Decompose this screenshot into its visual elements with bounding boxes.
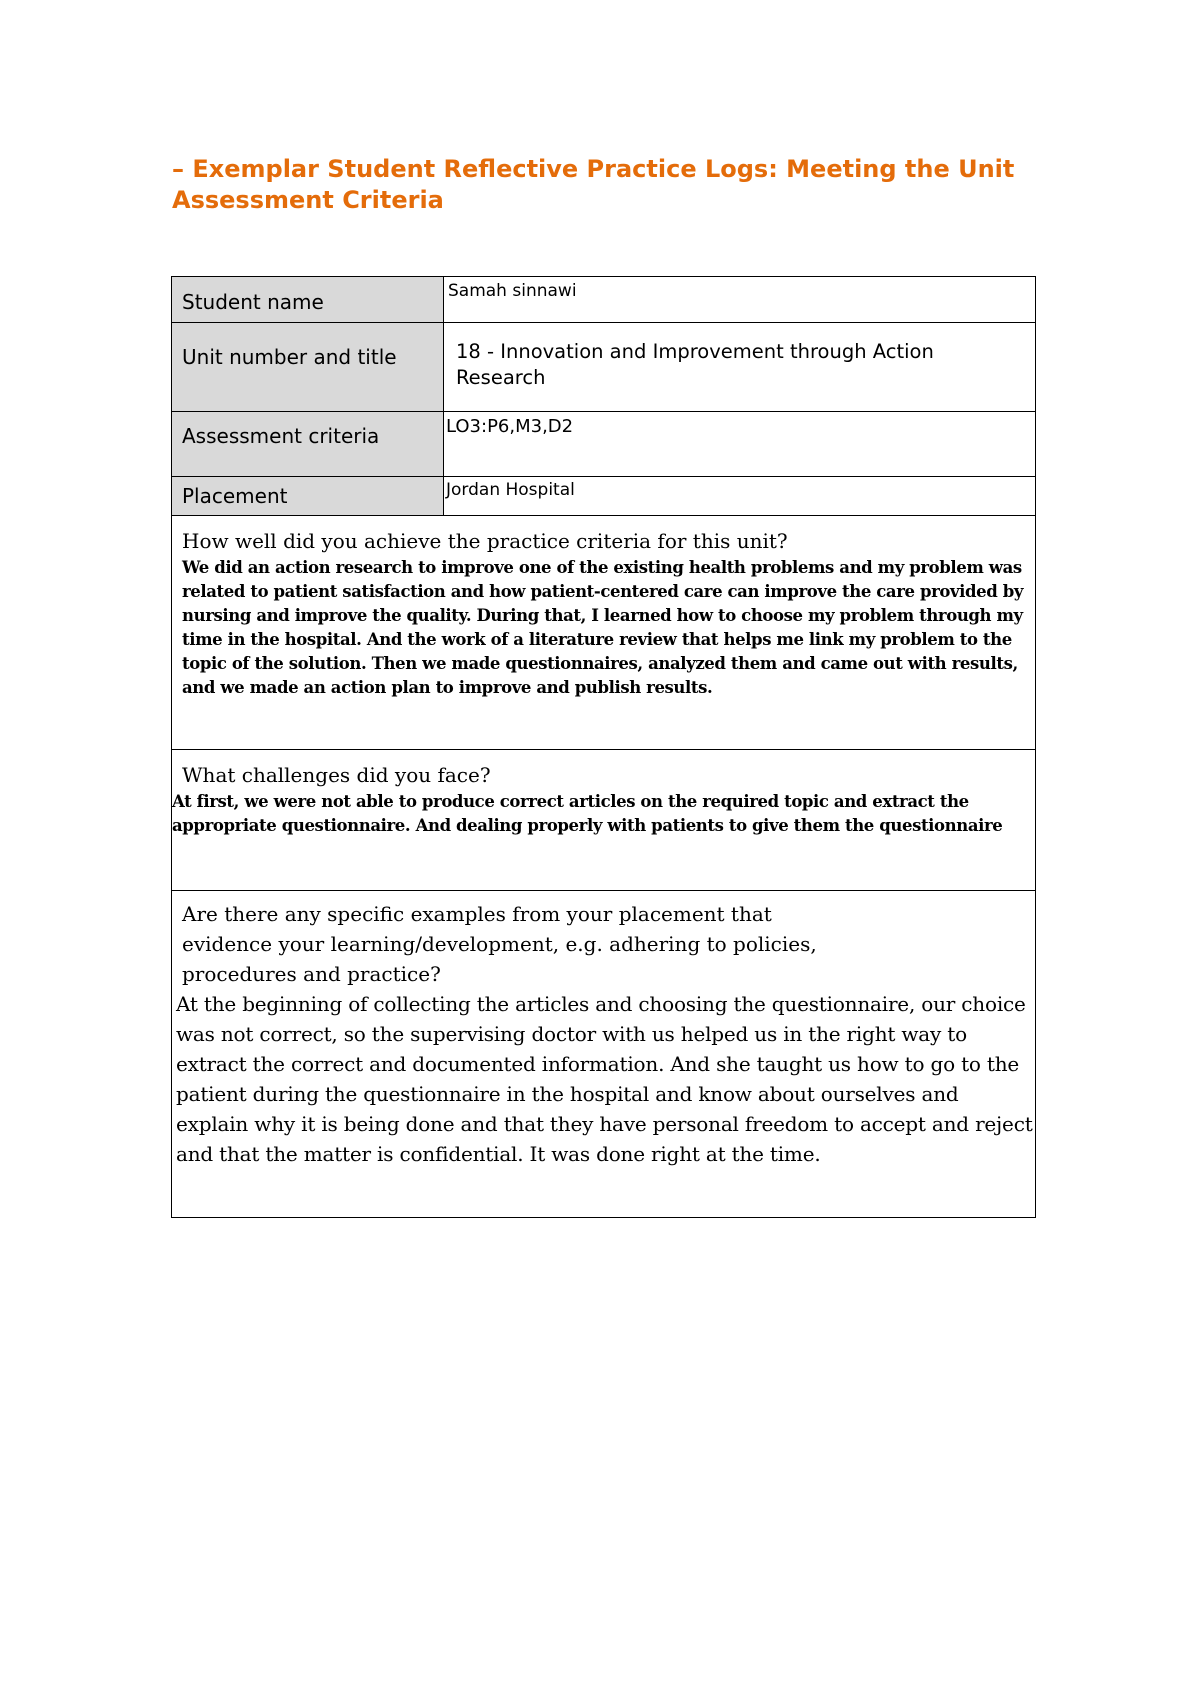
unit-label: Unit number and title (172, 323, 444, 412)
unit-value: 18 - Innovation and Improvement through Action Research (444, 323, 1036, 412)
placement-row (172, 477, 1036, 516)
achievement-section (172, 516, 1036, 750)
criteria-row (172, 412, 1036, 477)
examples-section (172, 891, 1036, 1218)
student-name-label: Student name (172, 277, 444, 323)
placement-label: Placement (172, 477, 444, 516)
challenges-section (172, 750, 1036, 891)
criteria-label: Assessment criteria (172, 412, 444, 477)
examples-question: Are there any specific examples from your placement that evidence your learning/development, e.g. adhering to policies, procedures and practice? (182, 902, 817, 986)
criteria-value: LO3:P6,M3,D2 (444, 412, 1036, 477)
page-title: – Exemplar Student Reflective Practice Logs: Meeting the Unit Assessment Criteria (172, 155, 1015, 214)
student-name-value: Samah sinnawi (444, 277, 1036, 323)
placement-value: Jordan Hospital (444, 477, 1036, 516)
unit-row (172, 323, 1036, 412)
student-name-row (172, 277, 1036, 323)
reflective-log-table (171, 276, 1036, 1218)
challenges-question: What challenges did you face? (182, 763, 491, 787)
examples-answer: At the beginning of collecting the articles and choosing the questionnaire, our choice was not correct, so the supervising doctor with us helped us in the right way to extract the correct and documented information. And she taught us how to go to the patient during the questionnaire in the hospital and know about ourselves and explain why it is being done and that they have personal freedom to accept and reject and that the matter is confidential. It was done right at the time. (176, 992, 1033, 1166)
achievement-answer: We did an action research to improve one of the existing health problems and my problem was related to patient satisfaction and how patient-centered care can improve the care provided by nursing and improve the quality. During that, I learned how to choose my problem through my time in the hospital. And the work of a literature review that helps me link my problem to the topic of the solution. Then we made questionnaires, analyzed them and came out with results, and we made an action plan to improve and publish results. (182, 558, 1024, 697)
challenges-answer: At first, we were not able to produce correct articles on the required topic and extract the appropriate questionnaire. And dealing properly with patients to give them the questionnaire (172, 792, 1003, 835)
achievement-question: How well did you achieve the practice criteria for this unit? (182, 529, 788, 553)
